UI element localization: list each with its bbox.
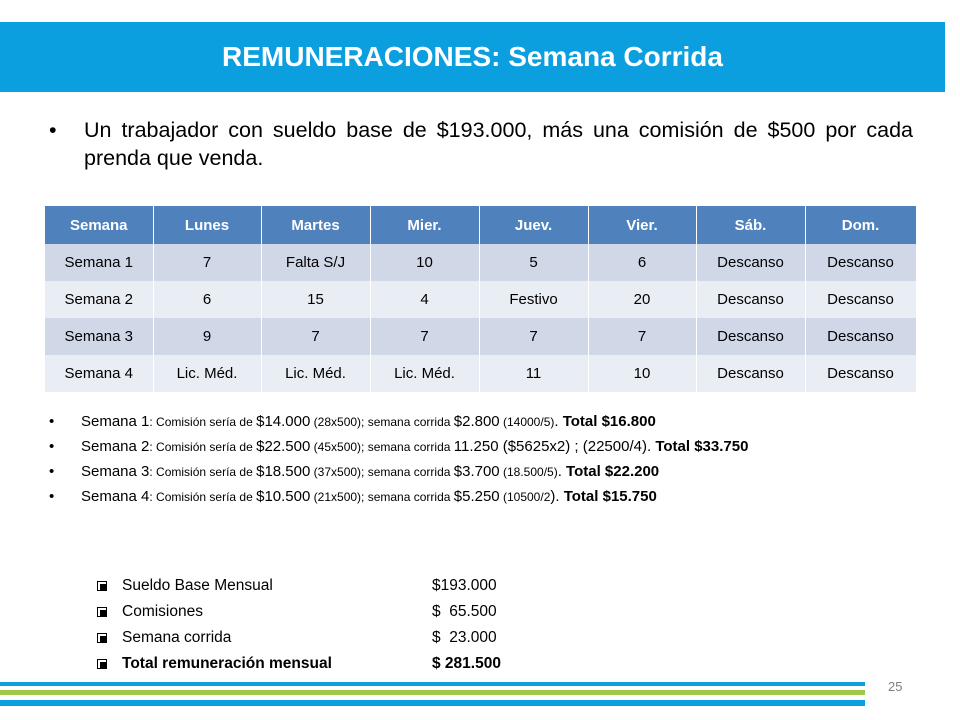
table-cell: 15: [261, 281, 370, 318]
table-header-cell: Mier.: [370, 206, 479, 244]
table-header-row: [45, 206, 916, 244]
corrida-text: ; semana corrida: [361, 490, 454, 504]
summary-value: $ 281.500: [432, 655, 501, 672]
table-header-cell: Lunes: [153, 206, 261, 244]
checkbox-bullet-icon: [97, 633, 107, 643]
table-cell: 7: [261, 318, 370, 355]
table-cell: Festivo: [479, 281, 588, 318]
table-cell: Semana 1: [45, 244, 153, 281]
table-cell: Descanso: [696, 318, 805, 355]
week-label: Semana 3: [81, 463, 150, 480]
table-cell: 9: [153, 318, 261, 355]
commission-calc: (28x500): [310, 415, 362, 429]
sentence-end: .: [646, 438, 656, 455]
week-calculation-item: [45, 462, 915, 482]
table-row: [45, 281, 916, 318]
checkbox-bullet-icon: [97, 607, 107, 617]
table-cell: Lic. Méd.: [153, 355, 261, 392]
table-cell: Descanso: [805, 244, 916, 281]
title-banner: [0, 22, 945, 92]
corrida-amount: 11.250 ($5625x2) ; (22500/4): [453, 438, 647, 455]
footer-stripe-blue-bottom: [0, 700, 865, 706]
table-header-cell: Sáb.: [696, 206, 805, 244]
commission-text: : Comisión sería de: [149, 440, 257, 454]
table-cell: Descanso: [696, 281, 805, 318]
commission-amount: $14.000: [256, 413, 311, 430]
corrida-text: ; semana corrida: [361, 440, 454, 454]
intro-paragraph: [49, 116, 913, 172]
table-cell: 20: [588, 281, 696, 318]
commission-calc: (37x500): [310, 465, 362, 479]
footer-stripe-blue-top: [0, 682, 865, 686]
week-total: Total $15.750: [563, 488, 657, 505]
week-calculation-item: [45, 487, 915, 507]
table-cell: Descanso: [696, 244, 805, 281]
table-cell: 4: [370, 281, 479, 318]
intro-text: Un trabajador con sueldo base de $193.000, más una comisión de $500 por cada prenda que venda.: [84, 118, 913, 170]
sentence-end: .: [554, 413, 563, 430]
week-label: Semana 2: [81, 438, 150, 455]
summary-row: [97, 573, 557, 599]
summary-row: [97, 625, 557, 651]
table-cell: Semana 4: [45, 355, 153, 392]
corrida-calc: (14000/5): [499, 415, 555, 429]
corrida-text: ; semana corrida: [361, 415, 454, 429]
footer-stripe-green: [0, 690, 865, 695]
table-cell: 6: [153, 281, 261, 318]
table-cell: Lic. Méd.: [261, 355, 370, 392]
slide-title: REMUNERACIONES: Semana Corrida: [222, 41, 723, 72]
summary-label: Comisiones: [122, 603, 203, 620]
list-bullet: •: [49, 413, 55, 430]
corrida-amount: $3.700: [453, 463, 500, 480]
commission-calc: (21x500): [310, 490, 362, 504]
summary-row: [97, 599, 557, 625]
week-label: Semana 4: [81, 488, 150, 505]
table-cell: Falta S/J: [261, 244, 370, 281]
commission-amount: $18.500: [256, 463, 311, 480]
weekly-calculation-list: [45, 412, 915, 512]
table-cell: 7: [153, 244, 261, 281]
list-bullet: •: [49, 438, 55, 455]
summary-label: Sueldo Base Mensual: [122, 577, 273, 594]
week-calculation-item: [45, 412, 915, 432]
summary-value: $193.000: [432, 577, 497, 594]
table-cell: Lic. Méd.: [370, 355, 479, 392]
table-cell: Semana 3: [45, 318, 153, 355]
page-number: 25: [888, 679, 903, 694]
table-cell: 6: [588, 244, 696, 281]
summary-value: $ 65.500: [432, 603, 497, 620]
table-cell: 7: [479, 318, 588, 355]
table-header-cell: Semana: [45, 206, 153, 244]
corrida-amount: $2.800: [453, 413, 500, 430]
table-cell: Descanso: [805, 355, 916, 392]
list-bullet: •: [49, 463, 55, 480]
table-row: [45, 244, 916, 281]
corrida-calc: (18.500/5): [499, 465, 558, 479]
week-label: Semana 1: [81, 413, 150, 430]
commission-amount: $22.500: [256, 438, 311, 455]
week-total: Total $16.800: [562, 413, 656, 430]
table-cell: 10: [370, 244, 479, 281]
table-cell: Descanso: [805, 281, 916, 318]
intro-bullet: •: [49, 118, 57, 142]
table-header-cell: Martes: [261, 206, 370, 244]
corrida-amount: $5.250: [453, 488, 500, 505]
sentence-end: .: [557, 463, 567, 480]
table-cell: Descanso: [696, 355, 805, 392]
checkbox-bullet-icon: [97, 581, 107, 591]
table-cell: Semana 2: [45, 281, 153, 318]
table-header-cell: Juev.: [479, 206, 588, 244]
sentence-end: ).: [550, 488, 564, 505]
corrida-text: ; semana corrida: [361, 465, 454, 479]
table-header-cell: Vier.: [588, 206, 696, 244]
summary-value: $ 23.000: [432, 629, 497, 646]
weekly-sales-table: [45, 206, 917, 392]
week-calculation-item: [45, 437, 915, 457]
commission-calc: (45x500): [310, 440, 362, 454]
commission-text: : Comisión sería de: [149, 490, 257, 504]
commission-text: : Comisión sería de: [149, 465, 257, 479]
table-cell: 5: [479, 244, 588, 281]
list-bullet: •: [49, 488, 55, 505]
summary-label: Total remuneración mensual: [122, 655, 332, 672]
table-cell: 11: [479, 355, 588, 392]
summary-total-row: [97, 651, 557, 677]
week-total: Total $22.200: [566, 463, 660, 480]
week-total: Total $33.750: [655, 438, 749, 455]
table-row: [45, 318, 916, 355]
summary-label: Semana corrida: [122, 629, 232, 646]
table-cell: 10: [588, 355, 696, 392]
corrida-calc: (10500/2: [499, 490, 551, 504]
table-cell: 7: [370, 318, 479, 355]
table-cell: 7: [588, 318, 696, 355]
commission-text: : Comisión sería de: [149, 415, 257, 429]
commission-amount: $10.500: [256, 488, 311, 505]
checkbox-bullet-icon: [97, 659, 107, 669]
monthly-summary: [97, 573, 557, 677]
table-row: [45, 355, 916, 392]
table-cell: Descanso: [805, 318, 916, 355]
table-header-cell: Dom.: [805, 206, 916, 244]
